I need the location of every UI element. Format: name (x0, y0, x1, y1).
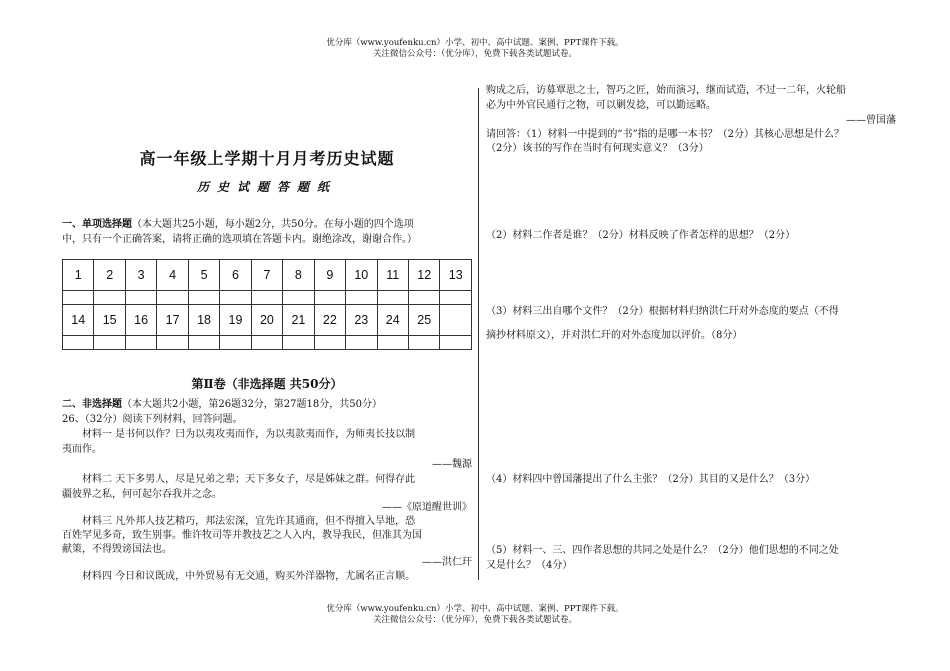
grid-number-cell: 9 (314, 260, 345, 291)
grid-number-cell: 20 (251, 305, 282, 336)
grid-number-cell: 8 (283, 260, 314, 291)
material-2-line-2: 疆彼界之私，何可起尔吞我并之念。 (62, 489, 222, 500)
header-line-1: 优分库（www.youfenku.cn）小学、初中、高中试题、案例、PPT课件下载。 (326, 38, 624, 48)
question-3-line-1: （3）材料三出自哪个文件？（2分）根据材料归纳洪仁玕对外态度的要点（不得 (486, 306, 839, 317)
grid-number-cell: 7 (251, 260, 282, 291)
section2-title: 第Ⅱ卷（非选择题 共50分） (191, 377, 343, 391)
material-1-line-2: 夷而作。 (62, 444, 102, 455)
grid-number-cell: 1 (63, 260, 94, 291)
answer-cell[interactable] (125, 291, 156, 305)
footer-line-2: 关注微信公众号：（优分库），免费下载各类试题试卷。 (372, 615, 577, 625)
answer-cell[interactable] (377, 336, 408, 350)
grid-number-cell: 4 (157, 260, 188, 291)
grid-number-row-1 (63, 260, 472, 291)
answer-cell[interactable] (377, 291, 408, 305)
answer-cell[interactable] (157, 336, 188, 350)
material-4-line-2: 购成之后，访募覃思之士，智巧之匠，始而演习，继而试造，不过一二年，火轮船 (486, 85, 846, 96)
answer-cell[interactable] (440, 291, 472, 305)
page-subtitle: 历史试题答题纸 (196, 180, 337, 194)
question-1-line-2: （2分）该书的写作在当时有何现实意义？（3分） (486, 143, 709, 154)
answer-cell[interactable] (63, 336, 94, 350)
answer-cell[interactable] (251, 336, 282, 350)
grid-number-cell: 25 (408, 305, 439, 336)
question-26: 26、（32分）阅读下列材料，回答问题。 (62, 414, 243, 425)
question-5-line-1: （5）材料一、三、四作者思想的共同之处是什么？（2分）他们思想的不同之处 (486, 545, 839, 556)
section2-heading: 二、非选择题 (62, 399, 122, 410)
material-4-line-1: 材料四 今日和议既成，中外贸易有无交通，购买外洋器物，尤属名正言顺。 (82, 571, 416, 582)
question-2: （2）材料二作者是谁？（2分）材料反映了作者怎样的思想？（2分） (486, 230, 796, 241)
section1-desc2: 中，只有一个正确答案，请将正确的选项填在答题卡内。谢绝涂改，谢谢合作。） (62, 234, 417, 245)
material-2-source: ——《原道醒世训》 (382, 502, 472, 513)
grid-number-cell (440, 305, 472, 336)
answer-cell[interactable] (408, 336, 439, 350)
section2-line (62, 397, 382, 412)
question-3-line-2: 摘抄材料原文），并对洪仁玕的对外态度加以评价。（8分） (486, 330, 743, 341)
section1-line1 (62, 217, 414, 232)
page-header (0, 38, 950, 60)
grid-number-cell: 22 (314, 305, 345, 336)
answer-cell[interactable] (314, 291, 345, 305)
material-3-line-2: 百姓罕见多奇，致生别事。惟许牧司等并教技艺之人入内，教导我民，但准其为国 (62, 530, 422, 541)
material-3-source: ——洪仁玕 (422, 557, 472, 568)
question-5-line-2: 又是什么？（4分） (486, 560, 573, 571)
material-1-line-1: 材料一 是书何以作？曰为以夷攻夷而作，为以夷款夷而作，为师夷长技以制 (82, 429, 416, 440)
answer-cell[interactable] (220, 291, 251, 305)
question-4: （4）材料四中曾国藩提出了什么主张？（2分）其目的又是什么？（3分） (486, 474, 816, 485)
grid-number-cell: 5 (188, 260, 219, 291)
footer-line-1: 优分库（www.youfenku.cn）小学、初中、高中试题、案例、PPT课件下载。 (326, 604, 624, 614)
grid-number-cell: 6 (220, 260, 251, 291)
answer-cell[interactable] (283, 291, 314, 305)
grid-number-cell: 17 (157, 305, 188, 336)
grid-number-cell: 12 (408, 260, 439, 291)
grid-answer-row-2 (63, 336, 472, 350)
grid-number-cell: 24 (377, 305, 408, 336)
grid-number-row-2 (63, 305, 472, 336)
grid-number-cell: 14 (63, 305, 94, 336)
answer-cell[interactable] (440, 336, 472, 350)
material-3-line-3: 献策，不得毁谤国法也。 (62, 544, 172, 555)
section2-desc: （本大题共2小题，第26题32分，第27题18分，共50分） (122, 399, 382, 410)
material-3-line-1: 材料三 凡外邦人技艺精巧，邦法宏深，宜先许其通商，但不得擅入旱地，恐 (82, 516, 416, 527)
grid-number-cell: 19 (220, 305, 251, 336)
answer-cell[interactable] (346, 336, 377, 350)
page-footer (0, 604, 950, 626)
grid-number-cell: 23 (346, 305, 377, 336)
answer-cell[interactable] (188, 336, 219, 350)
grid-number-cell: 18 (188, 305, 219, 336)
material-4-source: ——曾国藩 (846, 115, 896, 126)
grid-number-cell: 15 (94, 305, 125, 336)
answer-cell[interactable] (94, 291, 125, 305)
answer-grid (62, 259, 472, 350)
section1-desc1: （本大题共25小题，每小题2分，共50分。在每小题的四个选项 (132, 219, 414, 230)
answer-cell[interactable] (283, 336, 314, 350)
answer-cell[interactable] (188, 291, 219, 305)
answer-cell[interactable] (125, 336, 156, 350)
grid-number-cell: 2 (94, 260, 125, 291)
grid-number-cell: 3 (125, 260, 156, 291)
question-1-line-1: 请回答：（1）材料一中提到的“书”指的是哪一本书？（2分）其核心思想是什么？ (486, 129, 844, 140)
answer-cell[interactable] (408, 291, 439, 305)
answer-cell[interactable] (63, 291, 94, 305)
material-2-line-1: 材料二 天下多男人，尽是兄弟之辈；天下多女子，尽是姊妹之群。何得存此 (82, 474, 416, 485)
grid-number-cell: 21 (283, 305, 314, 336)
section1-heading: 一、单项选择题 (62, 219, 132, 230)
grid-answer-row-1 (63, 291, 472, 305)
answer-cell[interactable] (94, 336, 125, 350)
material-1-source: ——魏源 (432, 459, 472, 470)
grid-number-cell: 11 (377, 260, 408, 291)
answer-cell[interactable] (314, 336, 345, 350)
page-title: 高一年级上学期十月月考历史试题 (139, 149, 395, 168)
grid-number-cell: 10 (346, 260, 377, 291)
header-line-2: 关注微信公众号：（优分库），免费下载各类试题试卷。 (372, 49, 577, 59)
answer-cell[interactable] (220, 336, 251, 350)
answer-cell[interactable] (346, 291, 377, 305)
answer-cell[interactable] (157, 291, 188, 305)
material-4-line-3: 必为中外官民通行之物，可以剿发捻，可以勤远略。 (486, 100, 716, 111)
column-divider (478, 88, 479, 580)
grid-number-cell: 16 (125, 305, 156, 336)
grid-number-cell: 13 (440, 260, 472, 291)
answer-cell[interactable] (251, 291, 282, 305)
